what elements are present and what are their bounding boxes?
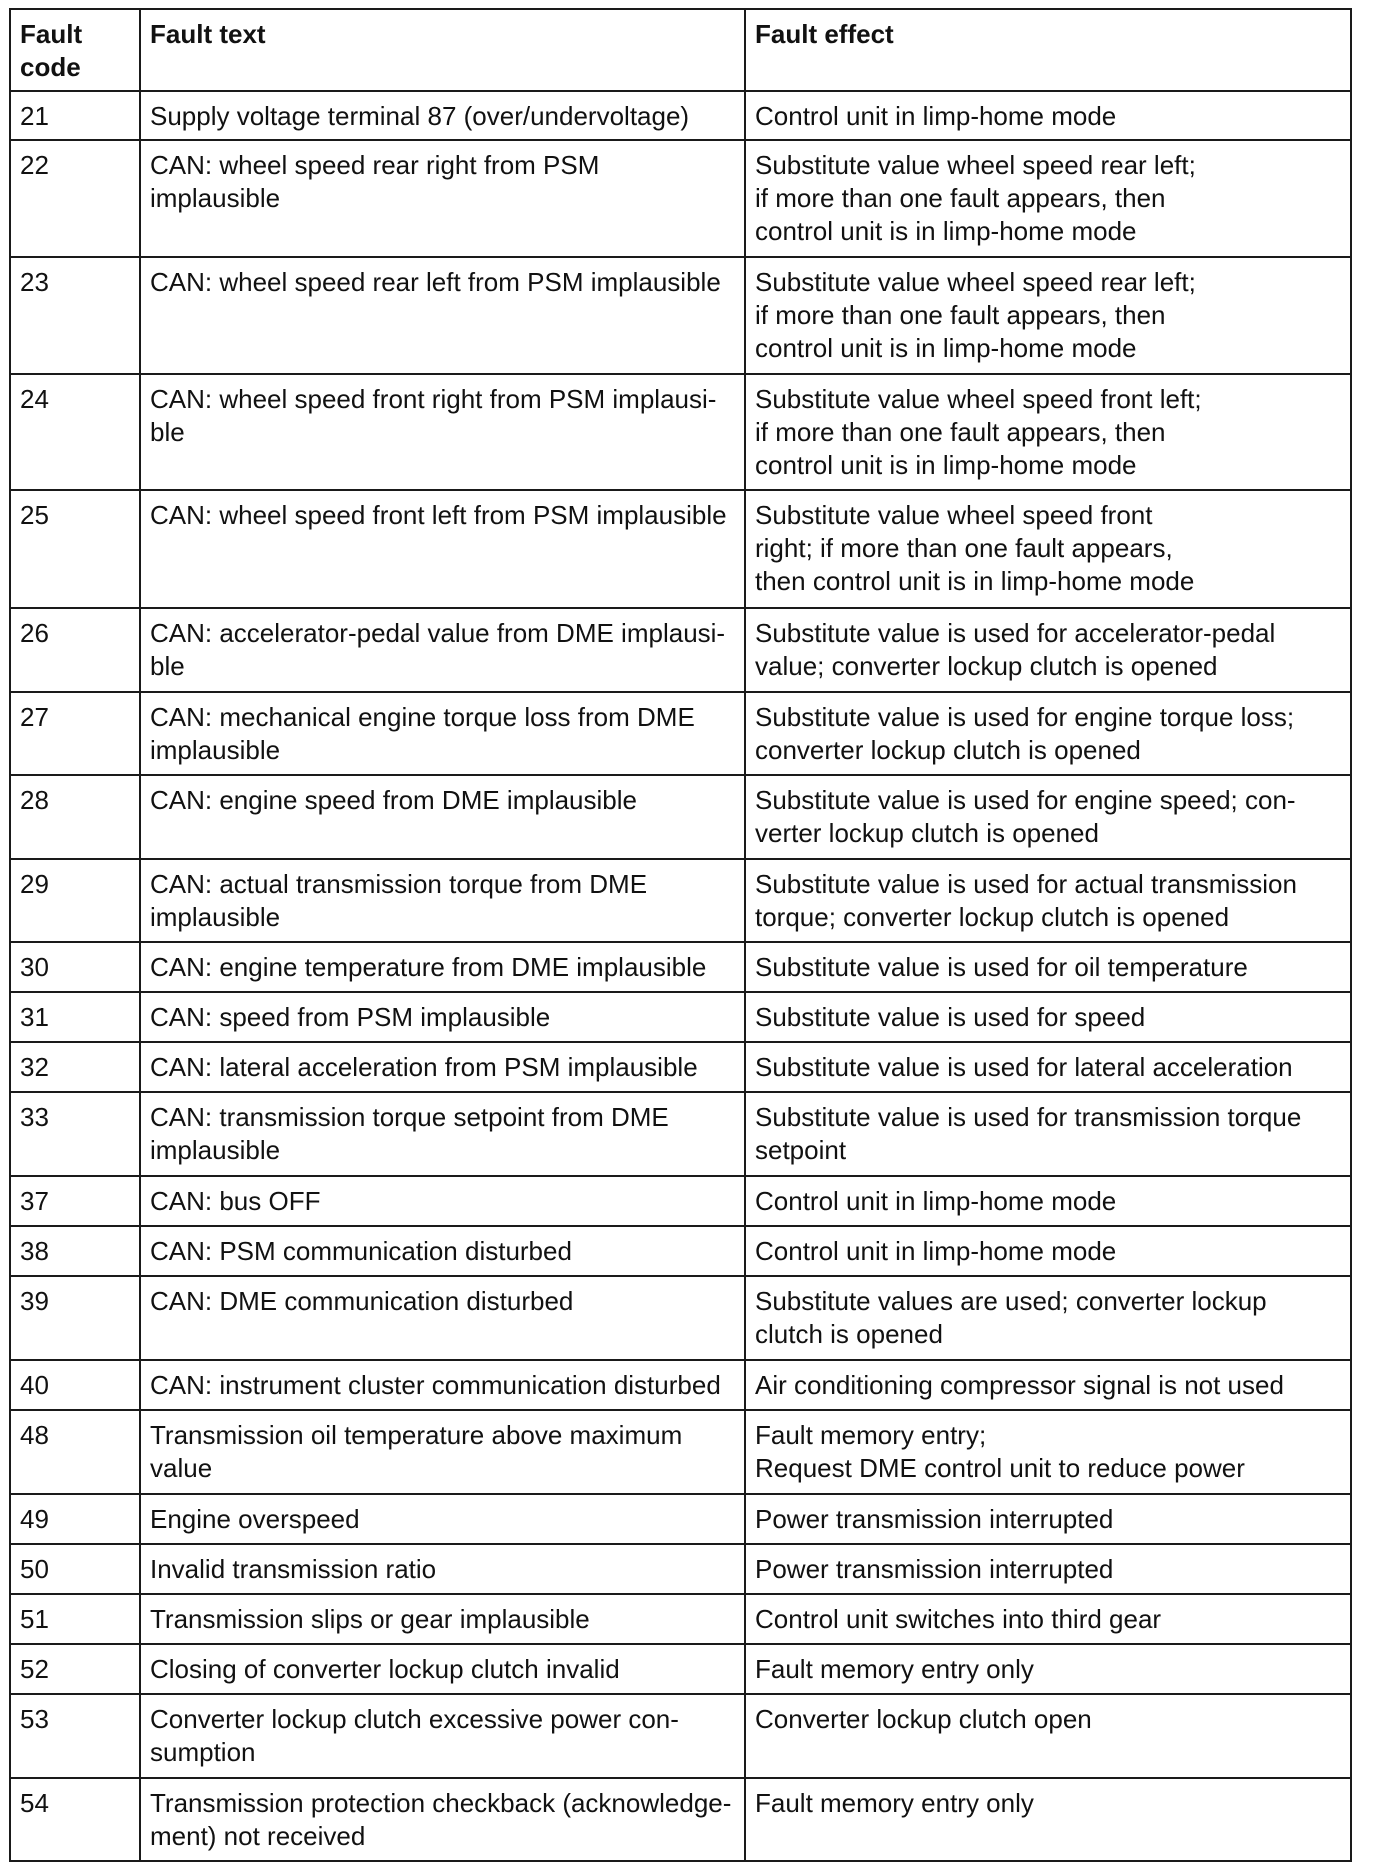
fault-text-cell: CAN: wheel speed front left from PSM implausible xyxy=(140,490,745,608)
fault-effect-cell: Substitute value is used for actual transmission torque; converter lockup clutch is opened xyxy=(745,859,1351,942)
fault-effect-cell: Substitute value is used for oil temperature xyxy=(745,942,1351,992)
fault-code-cell: 54 xyxy=(10,1778,140,1861)
fault-effect-cell: Substitute value is used for lateral acceleration xyxy=(745,1042,1351,1092)
table-row xyxy=(10,1544,1351,1594)
table-row xyxy=(10,1410,1351,1494)
fault-effect-cell: Fault memory entry only xyxy=(745,1644,1351,1694)
fault-code-cell: 37 xyxy=(10,1176,140,1226)
fault-text-cell: CAN: engine temperature from DME implausible xyxy=(140,942,745,992)
fault-text-cell: CAN: actual transmission torque from DME implausible xyxy=(140,859,745,942)
fault-effect-cell: Substitute value wheel speed front left; if more than one fault appears, then control unit is in limp-home mode xyxy=(745,374,1351,490)
fault-code-cell: 51 xyxy=(10,1594,140,1644)
fault-code-table xyxy=(9,8,1352,1862)
fault-code-cell: 29 xyxy=(10,859,140,942)
fault-effect-cell: Control unit in limp-home mode xyxy=(745,1176,1351,1226)
table-row xyxy=(10,942,1351,992)
fault-text-cell: CAN: accelerator-pedal value from DME implausi- ble xyxy=(140,608,745,692)
fault-text-cell: CAN: bus OFF xyxy=(140,1176,745,1226)
table-row xyxy=(10,140,1351,257)
fault-text-cell: CAN: PSM communication disturbed xyxy=(140,1226,745,1276)
fault-text-cell: Converter lockup clutch excessive power con- sumption xyxy=(140,1694,745,1778)
fault-code-cell: 40 xyxy=(10,1360,140,1410)
table-row xyxy=(10,1042,1351,1092)
table-row xyxy=(10,91,1351,140)
table-row xyxy=(10,1644,1351,1694)
table-row xyxy=(10,374,1351,490)
fault-code-cell: 26 xyxy=(10,608,140,692)
fault-effect-cell: Control unit in limp-home mode xyxy=(745,1226,1351,1276)
fault-text-cell: CAN: wheel speed front right from PSM implausi- ble xyxy=(140,374,745,490)
fault-effect-cell: Control unit switches into third gear xyxy=(745,1594,1351,1644)
fault-code-cell: 30 xyxy=(10,942,140,992)
table-row xyxy=(10,257,1351,374)
fault-code-cell: 32 xyxy=(10,1042,140,1092)
fault-effect-cell: Substitute value is used for transmission torque setpoint xyxy=(745,1092,1351,1176)
fault-code-cell: 53 xyxy=(10,1694,140,1778)
fault-code-cell: 39 xyxy=(10,1276,140,1360)
table-body xyxy=(10,91,1351,1861)
fault-code-cell: 21 xyxy=(10,91,140,140)
fault-effect-cell: Substitute value wheel speed front right; if more than one fault appears, then control unit is in limp-home mode xyxy=(745,490,1351,608)
fault-effect-cell: Converter lockup clutch open xyxy=(745,1694,1351,1778)
header-fault-text: Fault text xyxy=(140,9,745,91)
table-row xyxy=(10,1226,1351,1276)
fault-effect-cell: Control unit in limp-home mode xyxy=(745,91,1351,140)
fault-code-cell: 50 xyxy=(10,1544,140,1594)
table-row xyxy=(10,1594,1351,1644)
table-row xyxy=(10,775,1351,859)
fault-text-cell: Transmission oil temperature above maximum value xyxy=(140,1410,745,1494)
fault-text-cell: Invalid transmission ratio xyxy=(140,1544,745,1594)
table-row xyxy=(10,859,1351,942)
table-row xyxy=(10,608,1351,692)
fault-text-cell: CAN: instrument cluster communication disturbed xyxy=(140,1360,745,1410)
header-row xyxy=(10,9,1351,91)
fault-code-cell: 25 xyxy=(10,490,140,608)
table-row xyxy=(10,1494,1351,1544)
table-row xyxy=(10,1276,1351,1360)
table-row xyxy=(10,1176,1351,1226)
fault-code-cell: 33 xyxy=(10,1092,140,1176)
fault-effect-cell: Power transmission interrupted xyxy=(745,1494,1351,1544)
fault-text-cell: Engine overspeed xyxy=(140,1494,745,1544)
table-row xyxy=(10,692,1351,775)
fault-text-cell: CAN: lateral acceleration from PSM implausible xyxy=(140,1042,745,1092)
fault-text-cell: CAN: DME communication disturbed xyxy=(140,1276,745,1360)
fault-code-cell: 23 xyxy=(10,257,140,374)
fault-text-cell: CAN: engine speed from DME implausible xyxy=(140,775,745,859)
fault-code-cell: 49 xyxy=(10,1494,140,1544)
fault-code-cell: 28 xyxy=(10,775,140,859)
fault-effect-cell: Air conditioning compressor signal is not used xyxy=(745,1360,1351,1410)
fault-code-cell: 24 xyxy=(10,374,140,490)
fault-text-cell: CAN: speed from PSM implausible xyxy=(140,992,745,1042)
fault-code-cell: 38 xyxy=(10,1226,140,1276)
table-row xyxy=(10,1092,1351,1176)
fault-effect-cell: Fault memory entry only xyxy=(745,1778,1351,1861)
table-row xyxy=(10,1778,1351,1861)
fault-effect-cell: Substitute value is used for speed xyxy=(745,992,1351,1042)
fault-text-cell: Transmission protection checkback (acknowledge- ment) not received xyxy=(140,1778,745,1861)
fault-code-cell: 52 xyxy=(10,1644,140,1694)
fault-text-cell: Supply voltage terminal 87 (over/undervoltage) xyxy=(140,91,745,140)
fault-effect-cell: Substitute value is used for accelerator-pedal value; converter lockup clutch is opened xyxy=(745,608,1351,692)
fault-text-cell: CAN: mechanical engine torque loss from DME implausible xyxy=(140,692,745,775)
fault-code-cell: 48 xyxy=(10,1410,140,1494)
fault-text-cell: CAN: wheel speed rear left from PSM implausible xyxy=(140,257,745,374)
header-fault-effect: Fault effect xyxy=(745,9,1351,91)
fault-effect-cell: Substitute value wheel speed rear left; if more than one fault appears, then control unit is in limp-home mode xyxy=(745,140,1351,257)
fault-effect-cell: Substitute value is used for engine speed; con- verter lockup clutch is opened xyxy=(745,775,1351,859)
table-row xyxy=(10,992,1351,1042)
fault-code-cell: 31 xyxy=(10,992,140,1042)
fault-code-cell: 27 xyxy=(10,692,140,775)
fault-effect-cell: Substitute value is used for engine torque loss; converter lockup clutch is opened xyxy=(745,692,1351,775)
fault-effect-cell: Substitute values are used; converter lockup clutch is opened xyxy=(745,1276,1351,1360)
fault-effect-cell: Substitute value wheel speed rear left; if more than one fault appears, then control unit is in limp-home mode xyxy=(745,257,1351,374)
table-row xyxy=(10,1360,1351,1410)
table-row xyxy=(10,490,1351,608)
fault-text-cell: Transmission slips or gear implausible xyxy=(140,1594,745,1644)
fault-text-cell: CAN: transmission torque setpoint from DME implausible xyxy=(140,1092,745,1176)
fault-text-cell: CAN: wheel speed rear right from PSM implausible xyxy=(140,140,745,257)
fault-effect-cell: Fault memory entry; Request DME control unit to reduce power xyxy=(745,1410,1351,1494)
header-fault-code: Fault code xyxy=(10,9,140,91)
table-row xyxy=(10,1694,1351,1778)
fault-code-cell: 22 xyxy=(10,140,140,257)
fault-effect-cell: Power transmission interrupted xyxy=(745,1544,1351,1594)
fault-text-cell: Closing of converter lockup clutch invalid xyxy=(140,1644,745,1694)
